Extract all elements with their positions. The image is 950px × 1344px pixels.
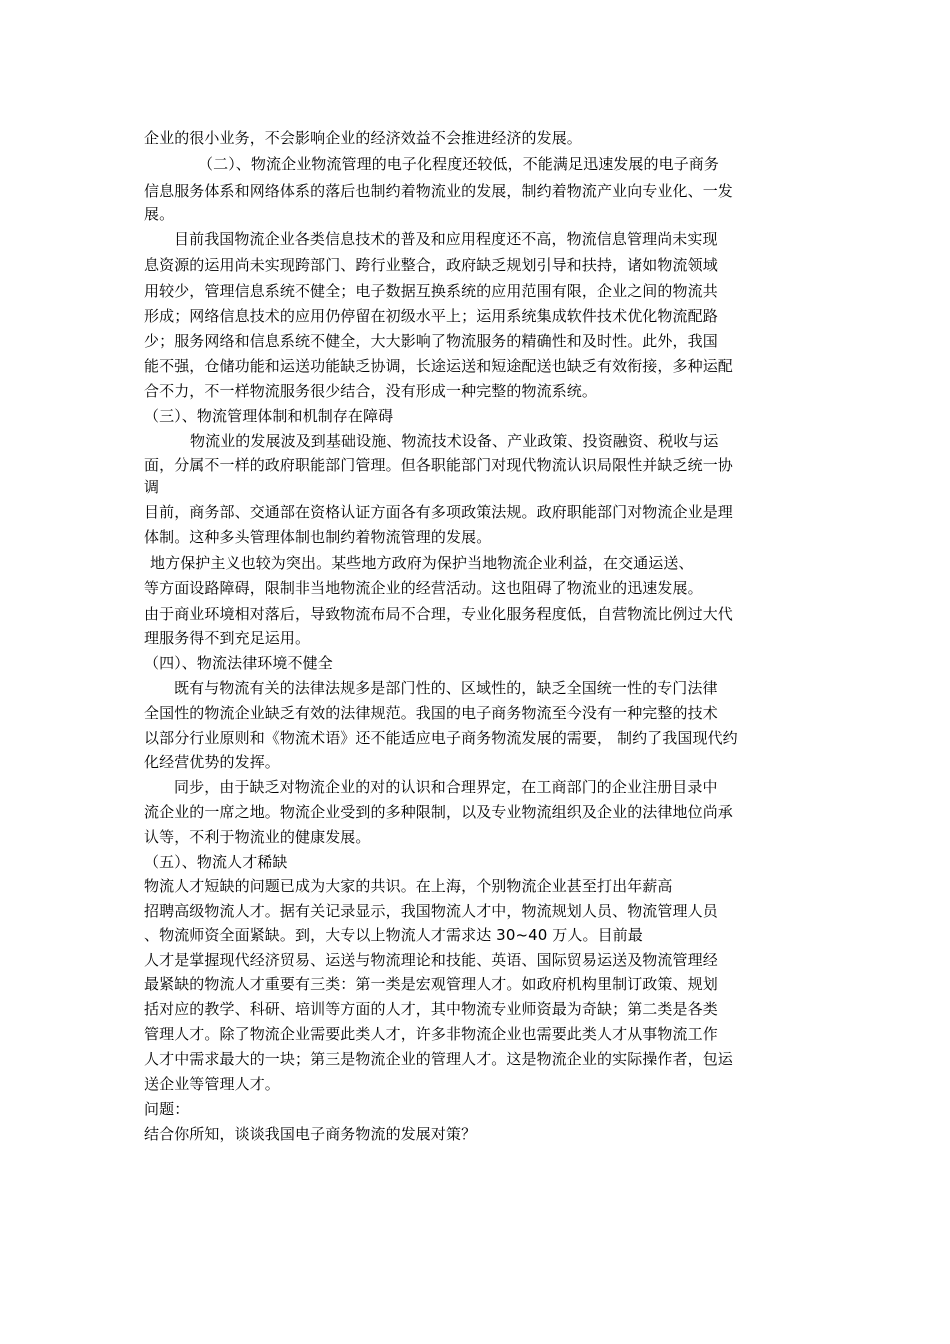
text-line: 地方保护主义也较为突出。某些地方政府为保护当地物流企业利益，在交通运送、: [150, 554, 694, 572]
text-line: 理服务得不到充足运用。: [144, 629, 311, 647]
text-line: 少；服务网络和信息系统不健全，大大影响了物流服务的精确性和及时性。此外，我国: [144, 332, 718, 350]
text-line: 既有与物流有关的法律法规多是部门性的、区域性的，缺乏全国统一性的专门法律: [174, 679, 718, 697]
question-label: 问题：: [144, 1100, 190, 1118]
text-line: 等方面设路障碍，限制非当地物流企业的经营活动。这也阻碍了物流业的迅速发展。: [144, 579, 703, 597]
text-line: 形成；网络信息技术的应用仍停留在初级水平上；运用系统集成软件技术优化物流配路: [144, 307, 718, 325]
section-heading-5: （五）、物流人才稀缺: [144, 853, 288, 871]
text-line: 送企业等管理人才。: [144, 1075, 280, 1093]
text-line: 全国性的物流企业缺乏有效的法律规范。我国的电子商务物流至今没有一种完整的技术: [144, 704, 718, 722]
text-line: 以部分行业原则和《物流术语》还不能适应电子商务物流发展的需要， 制约了我国现代约: [144, 729, 738, 747]
text-line: 调: [144, 478, 160, 496]
question-text: 结合你所知，谈谈我国电子商务物流的发展对策？: [144, 1125, 477, 1143]
text-line: 管理人才。除了物流企业需要此类人才，许多非物流企业也需要此类人才从事物流工作: [144, 1025, 718, 1043]
text-line: 体制。这种多头管理体制也制约着物流管理的发展。: [144, 528, 492, 546]
text-line: 同步，由于缺乏对物流企业的对的认识和合理界定，在工商部门的企业注册目录中: [174, 778, 718, 796]
section-heading-3: （三）、物流管理体制和机制存在障碍: [144, 407, 394, 425]
text-line: 招聘高级物流人才。据有关记录显示，我国物流人才中，物流规划人员、物流管理人员: [144, 902, 718, 920]
text-line: 化经营优势的发挥。: [144, 753, 280, 771]
text-line: 能不强，仓储功能和运送功能缺乏协调，长途运送和短途配送也缺乏有效衔接，多种运配: [144, 357, 733, 375]
text-line: 流企业的一席之地。物流企业受到的多种限制，以及专业物流组织及企业的法律地位尚承: [144, 803, 733, 821]
text-line: 目前我国物流企业各类信息技术的普及和应用程度还不高，物流信息管理尚未实现: [174, 230, 718, 248]
text-line: 目前，商务部、交通部在资格认证方面各有多项政策法规。政府职能部门对物流企业是理: [144, 503, 733, 521]
text-line: 物流人才短缺的问题已成为大家的共识。在上海，个别物流企业甚至打出年薪高: [144, 877, 673, 895]
text-line: 人才是掌握现代经济贸易、运送与物流理论和技能、英语、国际贸易运送及物流管理经: [144, 951, 718, 969]
text-line: 由于商业环境相对落后，导致物流布局不合理，专业化服务程度低，自营物流比例过大代: [144, 605, 733, 623]
text-line: 用较少，管理信息系统不健全；电子数据互换系统的应用范围有限，企业之间的物流共: [144, 282, 718, 300]
text-line: 、物流师资全面紧缺。到，大专以上物流人才需求达 30~40 万人。目前最: [144, 926, 643, 944]
text-line: 企业的很小业务，不会影响企业的经济效益不会推进经济的发展。: [144, 129, 582, 147]
text-line: 面，分属不一样的政府职能部门管理。但各职能部门对现代物流认识局限性并缺乏统一协: [144, 456, 733, 474]
text-line: 息资源的运用尚未实现跨部门、跨行业整合，政府缺乏规划引导和扶持，诸如物流领域: [144, 256, 718, 274]
text-line: 最紧缺的物流人才重要有三类：第一类是宏观管理人才。如政府机构里制订政策、规划: [144, 975, 718, 993]
text-line: 展。: [144, 205, 175, 223]
text-line: 括对应的教学、科研、培训等方面的人才，其中物流专业师资最为奇缺；第二类是各类: [144, 1000, 718, 1018]
section-heading-2: （二）、物流企业物流管理的电子化程度还较低，不能满足迅速发展的电子商务: [198, 155, 720, 173]
text-line: 人才中需求最大的一块；第三是物流企业的管理人才。这是物流企业的实际操作者，包运: [144, 1050, 733, 1068]
text-line: 物流业的发展波及到基础设施、物流技术设备、产业政策、投资融资、税收与运: [190, 432, 719, 450]
text-line: 合不力，不一样物流服务很少结合，没有形成一种完整的物流系统。: [144, 382, 598, 400]
text-line: 信息服务体系和网络体系的落后也制约着物流业的发展，制约着物流产业向专业化、一发: [144, 182, 733, 200]
text-line: 认等，不利于物流业的健康发展。: [144, 828, 371, 846]
section-heading-4: （四）、物流法律环境不健全: [144, 654, 333, 672]
